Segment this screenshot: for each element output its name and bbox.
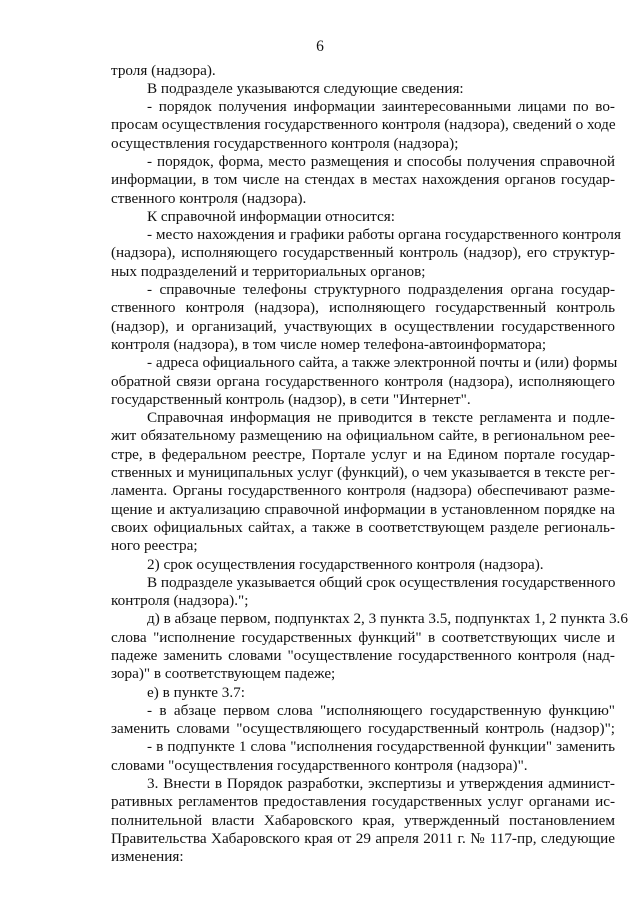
text-line: осуществления государственного контроля (надзора); [111,134,459,152]
text-line: е) в пункте 3.7: [147,683,245,701]
text-line: щение и актуализацию справочной информации в установленном порядке на [111,500,615,518]
text-line: - справочные телефоны структурного подразделения органа государ- [147,281,615,299]
text-line: - место нахождения и графики работы органа государственного контроля [147,226,621,244]
text-line: 3. Внести в Порядок разработки, экспертизы и утверждения админист- [147,775,615,793]
text-line: словами "осуществления государственного контроля (надзора)". [111,756,528,774]
text-line: ративных регламентов предоставления государственных услуг органами ис- [111,793,615,811]
text-line: - в подпункте 1 слова "исполнения государственной функции" заменить [147,738,615,756]
text-line: ственного контроля (надзора), исполняющего государственный контроль [111,299,615,317]
text-line: троля (надзора). [111,61,216,79]
text-line: ственных и муниципальных услуг (функций), о чем указывается в тексте рег- [111,464,615,482]
text-line: - в абзаце первом слова "исполняющего государственную функцию" [147,701,615,719]
text-line: (надзор), и организаций, участвующих в осуществлении государственного [111,317,615,335]
page-number: 6 [316,38,324,55]
text-line: В подразделе указываются следующие сведения: [147,79,464,97]
text-line: контроля (надзора)."; [111,592,249,610]
text-line: Правительства Хабаровского края от 29 апреля 2011 г. № 117-пр, следующие [111,829,615,847]
text-line: (надзора), исполняющего государственный контроль (надзор), его структур- [111,244,615,262]
text-line: контроля (надзора), в том числе номер телефона-автоинформатора; [111,335,547,353]
text-line: ного реестра; [111,537,198,555]
text-line: жит обязательному размещению на официальном сайте, в региональном рее- [111,427,615,445]
text-line: К справочной информации относится: [147,207,395,225]
text-line: 2) срок осуществления государственного контроля (надзора). [147,555,544,573]
text-line: государственный контроль (надзор), в сети "Интернет". [111,390,471,408]
text-line: - адреса официального сайта, а также электронной почты и (или) формы [147,354,618,372]
text-line: ственного контроля (надзора). [111,189,307,207]
text-line: - порядок получения информации заинтересованными лицами по во- [147,98,615,116]
text-line: информации, в том числе на стендах в местах нахождения органов государ- [111,171,615,189]
text-line: обратной связи органа государственного контроля (надзора), исполняющего [111,372,615,390]
text-line: слова "исполнение государственных функций" в соответствующих числе и [111,628,615,646]
text-line: полнительной власти Хабаровского края, утвержденный постановлением [111,811,615,829]
text-line: заменить словами "осуществляющего государственный контроль (надзор)"; [111,720,615,738]
text-line: падеже заменить словами "осуществление государственного контроля (над- [111,647,615,664]
document-body [111,61,628,867]
text-line: В подразделе указывается общий срок осуществления государственного [147,573,616,591]
text-line: ных подразделений и территориальных органов; [111,262,426,280]
text-line: просам осуществления государственного контроля (надзора), сведений о ходе [111,116,616,134]
text-line: своих официальных сайтах, а также в соответствующем разделе региональ- [111,518,615,536]
text-line: ламента. Органы государственного контроля (надзора) обеспечивают разме- [111,482,615,500]
text-line: зора)" в соответствующем падеже; [111,665,336,683]
text-line: д) в абзаце первом, подпунктах 2, 3 пункта 3.5, подпунктах 1, 2 пункта 3.6 [147,610,628,628]
text-line: Справочная информация не приводится в тексте регламента и подле- [147,409,615,427]
text-line: изменения: [111,848,184,866]
text-line: стре, в федеральном реестре, Портале услуг и на Едином портале государ- [111,445,615,463]
text-line: - порядок, форма, место размещения и способы получения справочной [147,152,615,170]
